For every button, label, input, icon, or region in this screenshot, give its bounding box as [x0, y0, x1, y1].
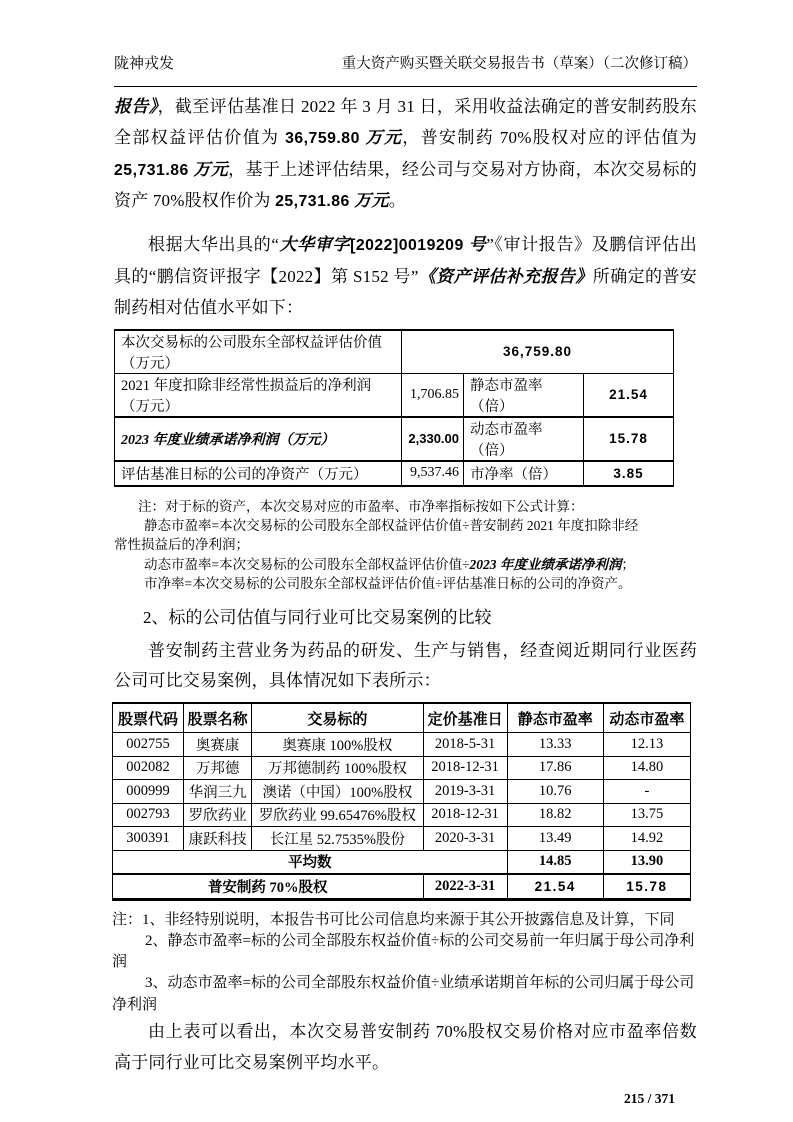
text-run: 万元 [349, 191, 389, 211]
table-row [113, 733, 691, 757]
table-row [113, 827, 691, 851]
paragraph-comparables-intro: 普安制药主营业务为药品的研发、生产与销售，经查阅近期同行业医药公司可比交易案例，具体情况如下表所示： [114, 640, 697, 691]
t2-cell: 长江星 52.7535%股份 [252, 827, 423, 851]
paragraph-conclusion: 由上表可以看出，本次交易普安制药 70%股权交易价格对应市盈率倍数高于同行业可比交易案例平均水平。 [114, 1021, 697, 1073]
text-run: 净利润 [112, 996, 158, 1013]
table-row [115, 330, 674, 374]
text-run: 注：1、非经特别说明，本报告书可比公司信息均来源于其公开披露信息及计算，下同 [112, 911, 675, 928]
text-run: 动态市盈率=本次交易标的公司股东全部权益评估价值÷ [144, 556, 470, 572]
text-run: 静态市盈率=本次交易标的公司股东全部权益评估价值÷普安制药 2021 年度扣除非经 [144, 517, 639, 533]
t2-average-dynamic-pe: 13.90 [603, 850, 690, 874]
t2-cell: - [603, 780, 690, 804]
text-run: 所确定的普安制药相对估值水平如下： [114, 266, 698, 317]
t1-label-pb: 市净率（倍） [464, 461, 584, 486]
table-row [113, 780, 691, 804]
t2-cell: 2019-3-31 [423, 780, 507, 804]
note-line [114, 535, 697, 554]
t2-cell: 13.33 [507, 733, 603, 757]
t1-value-pb: 3.85 [584, 461, 674, 486]
header-report-title: 重大资产购买暨关联交易报告书（草案）（二次修订稿） [341, 56, 697, 72]
t2-cell: 13.75 [603, 803, 690, 827]
t2-target-date: 2022-3-31 [423, 874, 507, 899]
t1-value-equity-value: 36,759.80 [402, 330, 674, 374]
t2-cell: 000999 [113, 780, 184, 804]
text-run: 《资产评估补充报告》 [418, 266, 593, 286]
note-line [114, 516, 697, 535]
section-heading: 2、标的公司估值与同行业可比交易案例的比较 [143, 607, 492, 627]
t1-label-2023-promise: 2023 年度业绩承诺净利润（万元） [115, 417, 402, 461]
t2-header-stock-name: 股票名称 [184, 703, 252, 733]
paragraph-report-references [114, 230, 697, 323]
text-run: 。 [388, 191, 406, 211]
table-row [113, 803, 691, 827]
text-run: [2022]0019209 [350, 237, 464, 255]
text-run: ； [621, 556, 635, 572]
t2-cell: 17.86 [507, 756, 603, 780]
table-average-row [113, 850, 691, 874]
t2-cell: 002793 [113, 803, 184, 827]
t2-target-dynamic-pe: 15.78 [603, 874, 690, 899]
t2-cell: 2018-5-31 [423, 733, 507, 757]
table2-notes [112, 910, 697, 1016]
t2-average-label: 平均数 [113, 850, 508, 874]
t2-cell: 奥赛康 [184, 733, 252, 757]
t2-target-label: 普安制药 70%股权 [113, 874, 424, 899]
t2-cell: 澳诺（中国）100%股权 [252, 780, 423, 804]
t2-cell: 奥赛康 100%股权 [252, 733, 423, 757]
t2-header-static-pe: 静态市盈率 [507, 703, 603, 733]
text-run: 润 [112, 954, 128, 971]
t1-label-static-pe: 静态市盈率（倍） [464, 373, 584, 417]
t1-value-dynamic-pe: 15.78 [584, 417, 674, 461]
t2-cell: 12.13 [603, 733, 690, 757]
text-run: ”《审计报告》及鹏信评估出具的“鹏信资评报字【2022】第 S152 号” [114, 235, 697, 286]
note-line [114, 497, 697, 516]
t1-label-2021-profit: 2021 年度扣除非经常性损益后的净利润（万元） [115, 373, 402, 417]
table-header-row [113, 703, 691, 733]
t2-header-stock-code: 股票代码 [113, 703, 184, 733]
table1-notes [114, 497, 697, 594]
text-run: 36,759.80 [285, 129, 360, 147]
table-row [115, 417, 674, 461]
text-run: 2023 年度业绩承诺净利润 [469, 556, 622, 572]
page-header [114, 55, 697, 87]
text-run: ，截至评估基准日 2022 年 3 月 31 日，采用收益法确定的普安制药股东全部权益评估价值为 [114, 97, 697, 147]
text-run: 2、静态市盈率=标的公司全部股东权益价值÷标的公司交易前一年归属于母公司净利 [145, 932, 695, 949]
table-target-row [113, 874, 691, 899]
t2-target-static-pe: 21.54 [507, 874, 603, 899]
t1-value-2023-promise: 2,330.00 [402, 417, 464, 461]
t2-header-pricing-date: 定价基准日 [423, 703, 507, 733]
t1-value-2021-profit: 1,706.85 [402, 373, 464, 417]
valuation-metrics-table [114, 329, 674, 487]
t2-cell: 10.76 [507, 780, 603, 804]
note-line [112, 973, 697, 994]
header-company-name: 陇神戎发 [114, 56, 175, 72]
t2-cell: 万邦德制药 100%股权 [252, 756, 423, 780]
text-run: 万元 [188, 159, 229, 179]
t2-cell: 002082 [113, 756, 184, 780]
t2-header-dynamic-pe: 动态市盈率 [603, 703, 690, 733]
t1-label-net-assets: 评估基准日标的公司的净资产（万元） [115, 461, 402, 486]
text-run: 号 [463, 235, 487, 255]
note-line [112, 995, 697, 1016]
t2-cell: 13.49 [507, 827, 603, 851]
text-run: 根据大华出具的“ [148, 235, 280, 255]
text-run: 万元 [359, 127, 403, 147]
text-run: 常性损益后的净利润； [114, 537, 249, 553]
text-run: 注：对于标的资产，本次交易对应的市盈率、市净率指标按如下公式计算： [138, 498, 584, 514]
t2-average-static-pe: 14.85 [507, 850, 603, 874]
page-number: 215 / 371 [623, 1090, 675, 1106]
paragraph-valuation-result [114, 92, 697, 218]
text-run: 25,731.86 [275, 193, 350, 211]
table-row [115, 373, 674, 417]
table-row [113, 756, 691, 780]
t1-label-dynamic-pe: 动态市盈率（倍） [464, 417, 584, 461]
t2-cell: 14.92 [603, 827, 690, 851]
text-run: 3、动态市盈率=标的公司全部股东权益价值÷业绩承诺期首年标的公司归属于母公司 [145, 975, 695, 992]
note-line [114, 574, 697, 593]
note-line [114, 555, 697, 574]
t2-cell: 18.82 [507, 803, 603, 827]
t2-cell: 罗欣药业 [184, 803, 252, 827]
t2-cell: 2018-12-31 [423, 803, 507, 827]
t1-label-equity-value: 本次交易标的公司股东全部权益评估价值（万元） [115, 330, 402, 374]
t2-cell: 华润三九 [184, 780, 252, 804]
t2-cell: 300391 [113, 827, 184, 851]
text-run: 大华审字 [279, 235, 351, 255]
comparable-transactions-table [112, 702, 691, 901]
text-run: 25,731.86 [114, 161, 189, 179]
text-run: ，基于上述评估结果，经公司与交易对方协商，本次交易标的资产 70%股权作价为 [114, 159, 697, 211]
t1-value-static-pe: 21.54 [584, 373, 674, 417]
t2-cell: 康跃科技 [184, 827, 252, 851]
t2-cell: 万邦德 [184, 756, 252, 780]
text-run: 市净率=本次交易标的公司股东全部权益评估价值÷评估基准日标的公司的净资产。 [144, 576, 632, 592]
t2-cell: 罗欣药业 99.65476%股权 [252, 803, 423, 827]
table-row [115, 461, 674, 486]
text-run: 报告》 [114, 97, 158, 116]
t2-cell: 2018-12-31 [423, 756, 507, 780]
note-line [112, 910, 697, 931]
text-run: ，普安制药 70%股权对应的评估值为 [402, 127, 698, 147]
t2-header-target: 交易标的 [252, 703, 423, 733]
t2-cell: 2020-3-31 [423, 827, 507, 851]
note-line [112, 931, 697, 952]
t2-cell: 002755 [113, 733, 184, 757]
note-line [112, 952, 697, 973]
t1-value-net-assets: 9,537.46 [402, 461, 464, 486]
t2-cell: 14.80 [603, 756, 690, 780]
